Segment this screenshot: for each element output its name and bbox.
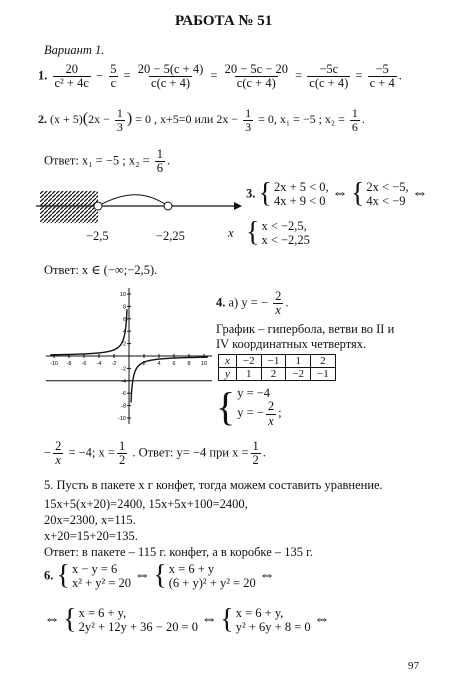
task-4-system: { y = −4 y = − $\frac{2}{x}$ ; xyxy=(216,383,282,429)
task-3: 3. { 2x + 5 < 0, 4x + 9 < 0 ⇔ { 2x < −5, 4x < −9 ⇔ xyxy=(246,178,428,210)
task-4-desc-1: График – гипербола, ветви во II и xyxy=(216,322,395,336)
y-tick-label: -6 xyxy=(121,391,126,398)
variant-label: Вариант 1. xyxy=(44,43,105,57)
task-4-solution: − $\frac{2}{x}$ = −4; x = $\frac{1}{2}$ . Ответ: y= −4 при x = $\frac{1}{2}$ . xyxy=(44,439,266,468)
y-tick-label: 8 xyxy=(122,304,126,311)
y-tick-label: -8 xyxy=(121,403,126,410)
x-tick-label: -6 xyxy=(81,361,87,367)
hyperbola-branch-left xyxy=(50,309,127,354)
task-3-result: { x < −2,5, x < −2,25 xyxy=(246,217,310,249)
x-tick-label: -8 xyxy=(66,361,72,367)
numline-label-left: −2,5 xyxy=(86,229,109,243)
table-row xyxy=(219,368,336,381)
y-tick-label: 10 xyxy=(119,292,126,298)
table-cell: y xyxy=(219,368,237,381)
x-tick-label: -2 xyxy=(111,361,117,367)
table-cell: 2 xyxy=(311,355,336,368)
task-5-line-1: 15x+5(x+20)=2400, 15x+5x+100=2400, xyxy=(44,497,248,511)
x-tick-label: 8 xyxy=(187,361,191,367)
y-tick-label: 2 xyxy=(122,341,126,348)
y-tick-label: -4 xyxy=(121,378,126,385)
task-2: 2. (x + 5)(2x − $\frac{1}{3}$ ) = 0 , x+5=0 или 2x − $\frac{1}{3}$ = 0, x₁ = −5 ; x₂ = $\frac{1}{6}$ . xyxy=(38,106,365,134)
values-table xyxy=(218,354,336,381)
y-tick-label: 6 xyxy=(122,316,126,323)
answer-2: Ответ: x₁ = −5 ; x₂ = $\frac{1}{6}$ . xyxy=(44,147,171,176)
x-tick-label: 2 xyxy=(142,361,146,367)
x-tick-label: -10 xyxy=(50,361,58,367)
y-tick-label: -10 xyxy=(118,416,126,422)
table-cell: 1 xyxy=(236,368,261,381)
task-6-line-2: ⇔ { x = 6 + y, 2y² + 12y + 36 − 20 = 0 ⇔ { x = 6 + y, y² + 6y + 8 = 0 ⇔ xyxy=(44,604,330,636)
numline-label-right: −2,25 xyxy=(156,229,185,243)
task-5-line-2: 20x=2300, x=115. xyxy=(44,513,136,527)
task-4-desc-2: IV координатных четвертях. xyxy=(216,337,367,351)
x-tick-label: 6 xyxy=(172,361,176,367)
numline-axis-label: x xyxy=(228,226,234,240)
x-tick-label: 4 xyxy=(157,361,161,367)
task-4-heading: 4. а) y = − $\frac{2}{x}$ . xyxy=(216,289,289,318)
x-tick-label: -4 xyxy=(96,361,102,367)
number-line xyxy=(36,186,246,246)
answer-3: Ответ: x ∈ (−∞;−2,5). xyxy=(44,263,158,277)
task-5-line-3: x+20=15+20=135. xyxy=(44,529,138,543)
task-5-heading: 5. Пусть в пакете x г конфет, тогда можем составить уравнение. xyxy=(44,478,383,492)
y-tick-label: 4 xyxy=(122,329,126,336)
x-tick-label: 10 xyxy=(200,361,208,367)
table-row xyxy=(219,355,336,368)
table-cell: x xyxy=(219,355,237,368)
table-cell: −1 xyxy=(261,355,286,368)
table-cell: −1 xyxy=(311,368,336,381)
table-cell: 2 xyxy=(261,368,286,381)
task-1: 1. $\frac{20}{\text{c² + 4c}}$ − $\frac{5}{c}$ = $\frac{20 - 5(c + 4)}{c(c + 4)}$ = $\frac{20 - 5c - 20}{c(c + 4)}$ = $\frac{-5c}{c(c + 4)}$ = $\frac{-5}{c + 4}$ . xyxy=(38,62,402,91)
table-cell: 1 xyxy=(286,355,311,368)
hyperbola-graph xyxy=(44,286,214,426)
task-5-answer: Ответ: в пакете – 115 г. конфет, а в коробке – 135 г. xyxy=(44,545,313,559)
table-cell: −2 xyxy=(286,368,311,381)
table-cell: −2 xyxy=(236,355,261,368)
page-number: 97 xyxy=(408,660,419,672)
page-title: РАБОТА № 51 xyxy=(175,13,273,29)
task-6-line-1: 6. { x − y = 6 x² + y² = 20 ⇔ { x = 6 + y (6 + y)² + y² = 20 ⇔ xyxy=(44,560,275,592)
y-tick-label: -2 xyxy=(121,366,126,373)
